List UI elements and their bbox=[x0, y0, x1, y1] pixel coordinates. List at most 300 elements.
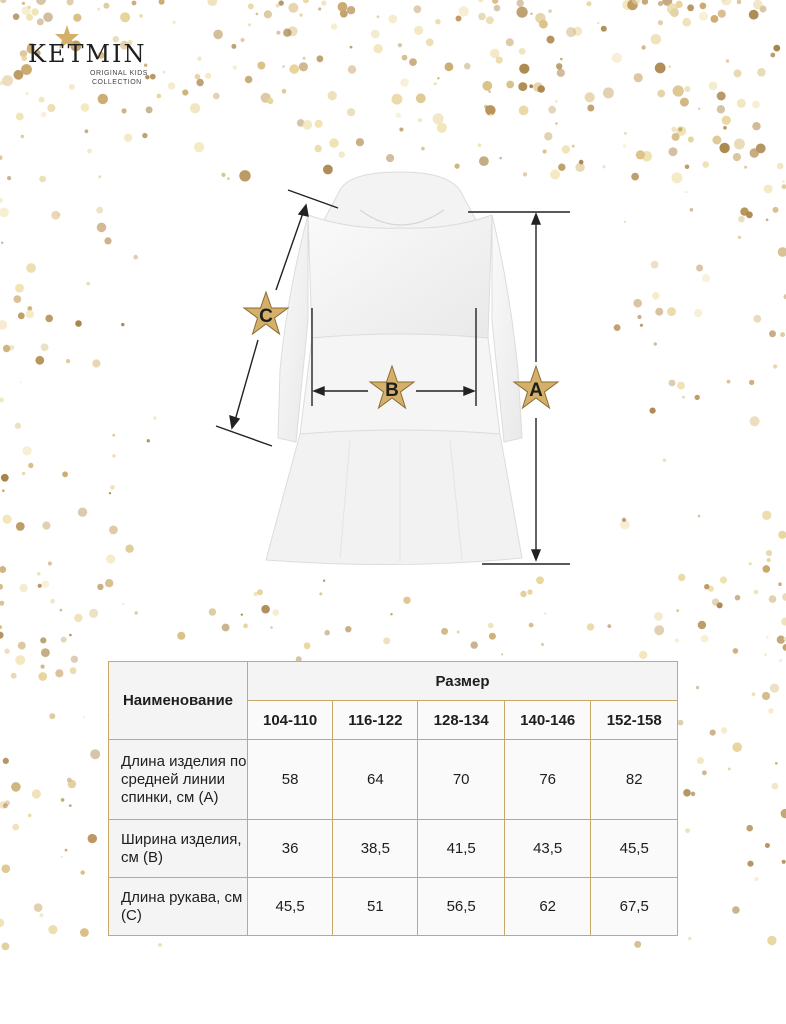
confetti-dot bbox=[0, 625, 2, 629]
confetti-dot bbox=[41, 648, 50, 657]
confetti-dot bbox=[634, 73, 643, 82]
confetti-dot bbox=[766, 636, 769, 639]
confetti-dot bbox=[2, 943, 10, 951]
confetti-dot bbox=[49, 713, 55, 719]
confetti-dot bbox=[318, 7, 321, 10]
confetti-dot bbox=[20, 381, 22, 383]
table-cell: 45,5 bbox=[591, 820, 678, 878]
confetti-dot bbox=[767, 936, 776, 945]
confetti-dot bbox=[711, 15, 719, 23]
confetti-dot bbox=[560, 58, 563, 61]
confetti-dot bbox=[61, 637, 67, 643]
confetti-dot bbox=[36, 0, 46, 5]
confetti-dot bbox=[240, 38, 244, 42]
confetti-dot bbox=[1, 474, 9, 482]
confetti-dot bbox=[655, 63, 666, 74]
confetti-dot bbox=[43, 12, 53, 22]
confetti-dot bbox=[587, 1, 592, 6]
confetti-dot bbox=[642, 0, 648, 5]
confetti-dot bbox=[241, 614, 243, 616]
confetti-dot bbox=[717, 92, 726, 101]
confetti-dot bbox=[213, 93, 220, 100]
confetti-dot bbox=[489, 633, 496, 640]
confetti-dot bbox=[778, 531, 786, 539]
confetti-dot bbox=[752, 101, 760, 109]
confetti-dot bbox=[350, 46, 353, 49]
confetti-dot bbox=[688, 937, 691, 940]
confetti-dot bbox=[196, 79, 203, 86]
confetti-dot bbox=[669, 380, 676, 387]
confetti-dot bbox=[270, 626, 273, 629]
confetti-dot bbox=[28, 814, 32, 818]
confetti-dot bbox=[92, 359, 100, 367]
confetti-dot bbox=[7, 176, 11, 180]
confetti-dot bbox=[110, 485, 115, 490]
confetti-dot bbox=[304, 642, 311, 649]
confetti-dot bbox=[669, 147, 678, 156]
size-group-header: Размер bbox=[248, 662, 678, 701]
confetti-dot bbox=[276, 31, 280, 35]
confetti-dot bbox=[197, 57, 201, 61]
confetti-dot bbox=[172, 21, 176, 25]
confetti-dot bbox=[750, 416, 760, 426]
confetti-dot bbox=[57, 213, 61, 217]
confetti-dot bbox=[383, 637, 390, 644]
confetti-dot bbox=[654, 625, 664, 635]
label-a: A bbox=[529, 380, 543, 401]
confetti-dot bbox=[687, 4, 694, 11]
confetti-dot bbox=[254, 592, 258, 596]
confetti-dot bbox=[324, 630, 330, 636]
confetti-dot bbox=[331, 23, 337, 29]
confetti-dot bbox=[159, 0, 165, 5]
confetti-dot bbox=[698, 515, 701, 518]
confetti-dot bbox=[338, 2, 348, 12]
confetti-dot bbox=[2, 864, 11, 873]
confetti-dot bbox=[86, 282, 90, 286]
confetti-dot bbox=[15, 423, 21, 429]
confetti-dot bbox=[264, 10, 272, 18]
confetti-dot bbox=[267, 98, 273, 104]
confetti-dot bbox=[409, 58, 417, 66]
confetti-dot bbox=[69, 634, 72, 637]
confetti-dot bbox=[329, 138, 339, 148]
confetti-dot bbox=[655, 308, 663, 316]
confetti-dot bbox=[680, 98, 689, 107]
confetti-dot bbox=[492, 0, 498, 4]
confetti-dot bbox=[28, 463, 33, 468]
confetti-dot bbox=[641, 45, 645, 49]
confetti-dot bbox=[717, 105, 725, 113]
confetti-dot bbox=[31, 8, 38, 15]
confetti-dot bbox=[519, 48, 526, 55]
confetti-dot bbox=[456, 16, 462, 22]
confetti-dot bbox=[97, 223, 107, 233]
confetti-dot bbox=[38, 584, 42, 588]
confetti-dot bbox=[403, 597, 410, 604]
confetti-dot bbox=[0, 155, 3, 160]
confetti-dot bbox=[190, 103, 200, 113]
confetti-dot bbox=[213, 30, 223, 40]
confetti-dot bbox=[80, 928, 89, 937]
confetti-dot bbox=[139, 14, 143, 18]
confetti-dot bbox=[2, 75, 13, 86]
confetti-dot bbox=[122, 603, 124, 605]
confetti-dot bbox=[168, 82, 176, 90]
confetti-dot bbox=[738, 236, 741, 239]
confetti-dot bbox=[723, 126, 727, 130]
confetti-dot bbox=[684, 86, 690, 92]
confetti-dot bbox=[398, 43, 402, 47]
confetti-dot bbox=[50, 599, 55, 604]
confetti-dot bbox=[0, 566, 6, 573]
confetti-dot bbox=[18, 312, 25, 319]
brand-tagline-2: COLLECTION bbox=[92, 79, 142, 86]
confetti-dot bbox=[499, 157, 502, 160]
confetti-dot bbox=[700, 3, 707, 10]
confetti-dot bbox=[65, 849, 68, 852]
confetti-dot bbox=[732, 906, 740, 914]
confetti-dot bbox=[421, 147, 425, 151]
confetti-dot bbox=[779, 659, 782, 662]
size-header-2: 116-122 bbox=[333, 701, 418, 740]
confetti-dot bbox=[773, 207, 779, 213]
confetti-dot bbox=[109, 492, 111, 494]
confetti-dot bbox=[651, 34, 662, 45]
confetti-dot bbox=[579, 160, 584, 165]
confetti-dot bbox=[67, 0, 74, 5]
confetti-dot bbox=[377, 15, 380, 18]
confetti-dot bbox=[709, 82, 718, 91]
confetti-dot bbox=[13, 295, 21, 303]
confetti-dot bbox=[81, 870, 85, 874]
confetti-dot bbox=[691, 792, 696, 797]
confetti-dot bbox=[669, 66, 671, 68]
confetti-dot bbox=[769, 330, 776, 337]
confetti-dot bbox=[321, 1, 326, 6]
confetti-dot bbox=[518, 82, 527, 91]
confetti-dot bbox=[562, 145, 570, 153]
confetti-dot bbox=[388, 15, 397, 24]
confetti-dot bbox=[0, 632, 4, 639]
confetti-dot bbox=[749, 562, 752, 565]
confetti-dot bbox=[90, 749, 100, 759]
confetti-dot bbox=[47, 104, 55, 112]
confetti-dot bbox=[506, 81, 514, 89]
confetti-dot bbox=[261, 605, 270, 614]
confetti-dot bbox=[19, 584, 27, 592]
confetti-dot bbox=[2, 489, 5, 492]
confetti-dot bbox=[698, 621, 706, 629]
table-row-length bbox=[109, 740, 678, 820]
confetti-dot bbox=[3, 758, 9, 764]
confetti-dot bbox=[122, 108, 127, 113]
confetti-dot bbox=[631, 173, 639, 181]
confetti-dot bbox=[3, 515, 12, 524]
confetti-dot bbox=[548, 9, 551, 12]
table-cell: 41,5 bbox=[418, 820, 505, 878]
confetti-dot bbox=[726, 59, 729, 62]
confetti-dot bbox=[701, 635, 709, 643]
confetti-dot bbox=[624, 132, 627, 135]
confetti-dot bbox=[60, 609, 63, 612]
confetti-dot bbox=[68, 780, 76, 788]
confetti-dot bbox=[744, 166, 747, 169]
confetti-dot bbox=[749, 10, 759, 20]
confetti-dot bbox=[39, 176, 46, 183]
confetti-dot bbox=[396, 113, 402, 119]
confetti-dot bbox=[781, 809, 786, 818]
label-b: B bbox=[385, 380, 399, 401]
confetti-dot bbox=[733, 648, 739, 654]
confetti-dot bbox=[445, 62, 454, 71]
table-cell: 82 bbox=[591, 740, 678, 820]
table-cell: 51 bbox=[333, 878, 418, 936]
confetti-dot bbox=[607, 624, 611, 628]
confetti-dot bbox=[21, 135, 24, 138]
confetti-dot bbox=[16, 522, 25, 531]
confetti-dot bbox=[106, 554, 115, 563]
confetti-dot bbox=[15, 284, 24, 293]
confetti-dot bbox=[737, 0, 742, 4]
confetti-dot bbox=[720, 576, 727, 583]
confetti-dot bbox=[62, 471, 68, 477]
confetti-dot bbox=[78, 508, 87, 517]
confetti-dot bbox=[289, 64, 299, 74]
confetti-dot bbox=[390, 613, 392, 615]
confetti-dot bbox=[781, 618, 786, 626]
confetti-dot bbox=[735, 595, 741, 601]
size-chart-table bbox=[108, 661, 678, 936]
confetti-dot bbox=[704, 584, 709, 589]
table-cell: 58 bbox=[248, 740, 333, 820]
confetti-dot bbox=[501, 653, 503, 655]
confetti-dot bbox=[624, 221, 626, 223]
confetti-dot bbox=[678, 574, 685, 581]
confetti-dot bbox=[750, 148, 759, 157]
confetti-dot bbox=[61, 798, 65, 802]
confetti-dot bbox=[672, 133, 680, 141]
confetti-dot bbox=[158, 943, 162, 947]
confetti-dot bbox=[614, 324, 621, 331]
confetti-dot bbox=[585, 92, 595, 102]
confetti-dot bbox=[764, 185, 773, 194]
confetti-dot bbox=[288, 3, 298, 13]
confetti-dot bbox=[767, 558, 771, 562]
confetti-dot bbox=[0, 0, 6, 3]
confetti-dot bbox=[22, 472, 25, 475]
confetti-dot bbox=[124, 133, 132, 141]
confetti-dot bbox=[435, 19, 440, 24]
confetti-dot bbox=[650, 408, 656, 414]
table-cell: 36 bbox=[248, 820, 333, 878]
confetti-dot bbox=[601, 26, 607, 32]
confetti-dot bbox=[543, 150, 547, 154]
confetti-dot bbox=[256, 13, 259, 16]
table-cell: 43,5 bbox=[504, 820, 591, 878]
confetti-dot bbox=[539, 20, 548, 29]
confetti-dot bbox=[506, 38, 514, 46]
confetti-dot bbox=[66, 359, 70, 363]
confetti-dot bbox=[712, 136, 721, 145]
confetti-dot bbox=[694, 309, 702, 317]
confetti-dot bbox=[345, 626, 351, 632]
confetti-dot bbox=[728, 768, 731, 771]
confetti-dot bbox=[634, 941, 641, 948]
confetti-dot bbox=[490, 114, 493, 117]
confetti-dot bbox=[133, 255, 138, 260]
confetti-dot bbox=[782, 593, 786, 601]
confetti-dot bbox=[658, 20, 663, 25]
confetti-dot bbox=[177, 632, 185, 640]
confetti-dot bbox=[37, 572, 41, 576]
confetti-dot bbox=[22, 2, 25, 5]
confetti-dot bbox=[222, 624, 230, 632]
confetti-dot bbox=[747, 861, 753, 867]
confetti-dot bbox=[676, 609, 679, 612]
confetti-dot bbox=[697, 757, 704, 764]
confetti-dot bbox=[272, 609, 279, 616]
confetti-dot bbox=[732, 742, 742, 752]
confetti-dot bbox=[699, 12, 708, 21]
confetti-dot bbox=[544, 132, 552, 140]
confetti-dot bbox=[733, 153, 741, 161]
confetti-dot bbox=[672, 172, 683, 183]
confetti-dot bbox=[4, 649, 9, 654]
confetti-dot bbox=[347, 6, 355, 14]
confetti-dot bbox=[195, 74, 201, 80]
table-cell: 38,5 bbox=[333, 820, 418, 878]
confetti-dot bbox=[399, 128, 403, 132]
confetti-dot bbox=[652, 292, 659, 299]
confetti-dot bbox=[153, 416, 156, 419]
confetti-dot bbox=[38, 672, 47, 681]
confetti-dot bbox=[721, 727, 727, 733]
confetti-dot bbox=[386, 154, 394, 162]
confetti-dot bbox=[488, 90, 491, 93]
confetti-dot bbox=[83, 716, 85, 718]
confetti-dot bbox=[55, 669, 63, 677]
confetti-dot bbox=[654, 612, 663, 621]
confetti-dot bbox=[695, 395, 700, 400]
confetti-dot bbox=[773, 364, 777, 368]
confetti-dot bbox=[15, 655, 25, 665]
confetti-dot bbox=[48, 561, 52, 565]
confetti-dot bbox=[651, 261, 659, 269]
confetti-dot bbox=[464, 63, 471, 70]
confetti-dot bbox=[392, 94, 403, 105]
confetti-dot bbox=[207, 0, 217, 6]
confetti-dot bbox=[0, 584, 3, 590]
confetti-dot bbox=[685, 191, 687, 193]
confetti-dot bbox=[26, 310, 34, 318]
confetti-dot bbox=[768, 708, 773, 713]
confetti-dot bbox=[315, 145, 322, 152]
star-a-icon bbox=[514, 366, 558, 408]
confetti-dot bbox=[696, 265, 703, 272]
confetti-dot bbox=[547, 36, 555, 44]
confetti-dot bbox=[520, 591, 526, 597]
confetti-dot bbox=[757, 68, 766, 77]
confetti-dot bbox=[698, 108, 700, 110]
confetti-dot bbox=[39, 913, 43, 917]
confetti-dot bbox=[282, 65, 285, 68]
confetti-dot bbox=[299, 62, 308, 71]
confetti-dot bbox=[753, 0, 763, 9]
confetti-dot bbox=[437, 123, 447, 133]
confetti-dot bbox=[231, 44, 236, 49]
row-label-length: Длина изделия по средней линии спинки, см (А) bbox=[109, 740, 248, 820]
confetti-dot bbox=[248, 23, 251, 26]
confetti-dot bbox=[766, 219, 769, 222]
confetti-dot bbox=[303, 120, 313, 130]
confetti-dot bbox=[762, 692, 770, 700]
confetti-dot bbox=[0, 320, 7, 330]
confetti-dot bbox=[612, 53, 622, 63]
confetti-dot bbox=[402, 55, 408, 61]
confetti-dot bbox=[426, 38, 434, 46]
confetti-dot bbox=[746, 825, 753, 832]
table-cell: 62 bbox=[504, 878, 591, 936]
confetti-dot bbox=[3, 803, 8, 808]
confetti-dot bbox=[555, 122, 557, 124]
table-cell: 70 bbox=[418, 740, 505, 820]
confetti-dot bbox=[433, 113, 444, 124]
confetti-dot bbox=[667, 307, 676, 316]
confetti-dot bbox=[778, 247, 786, 257]
confetti-dot bbox=[26, 14, 33, 21]
confetti-dot bbox=[749, 380, 754, 385]
confetti-dot bbox=[762, 511, 771, 520]
confetti-dot bbox=[673, 85, 684, 96]
confetti-dot bbox=[685, 828, 690, 833]
confetti-dot bbox=[459, 6, 469, 16]
confetti-dot bbox=[753, 315, 761, 323]
confetti-dot bbox=[283, 29, 291, 37]
confetti-dot bbox=[557, 69, 565, 77]
confetti-dot bbox=[0, 397, 4, 402]
confetti-dot bbox=[683, 789, 691, 797]
confetti-dot bbox=[41, 665, 45, 669]
confetti-dot bbox=[721, 0, 731, 6]
confetti-dot bbox=[89, 609, 98, 618]
confetti-dot bbox=[777, 163, 784, 170]
confetti-dot bbox=[120, 12, 130, 22]
confetti-dot bbox=[663, 458, 667, 462]
table-cell: 64 bbox=[333, 740, 418, 820]
confetti-dot bbox=[778, 582, 782, 586]
confetti-dot bbox=[478, 0, 483, 3]
confetti-dot bbox=[26, 263, 36, 273]
confetti-dot bbox=[98, 175, 101, 178]
confetti-dot bbox=[530, 13, 532, 15]
confetti-dot bbox=[61, 856, 63, 858]
table-cell: 67,5 bbox=[591, 878, 678, 936]
confetti-dot bbox=[718, 10, 726, 18]
confetti-dot bbox=[737, 99, 746, 108]
confetti-dot bbox=[712, 598, 719, 605]
confetti-dot bbox=[682, 18, 691, 27]
confetti-dot bbox=[765, 843, 770, 848]
confetti-dot bbox=[39, 97, 45, 103]
confetti-dot bbox=[597, 22, 599, 24]
confetti-dot bbox=[41, 112, 47, 118]
brand-tagline-1: ORIGINAL KIDS bbox=[90, 70, 148, 77]
confetti-dot bbox=[209, 608, 216, 615]
confetti-dot bbox=[48, 925, 57, 934]
confetti-dot bbox=[783, 644, 786, 651]
confetti-dot bbox=[702, 770, 707, 775]
